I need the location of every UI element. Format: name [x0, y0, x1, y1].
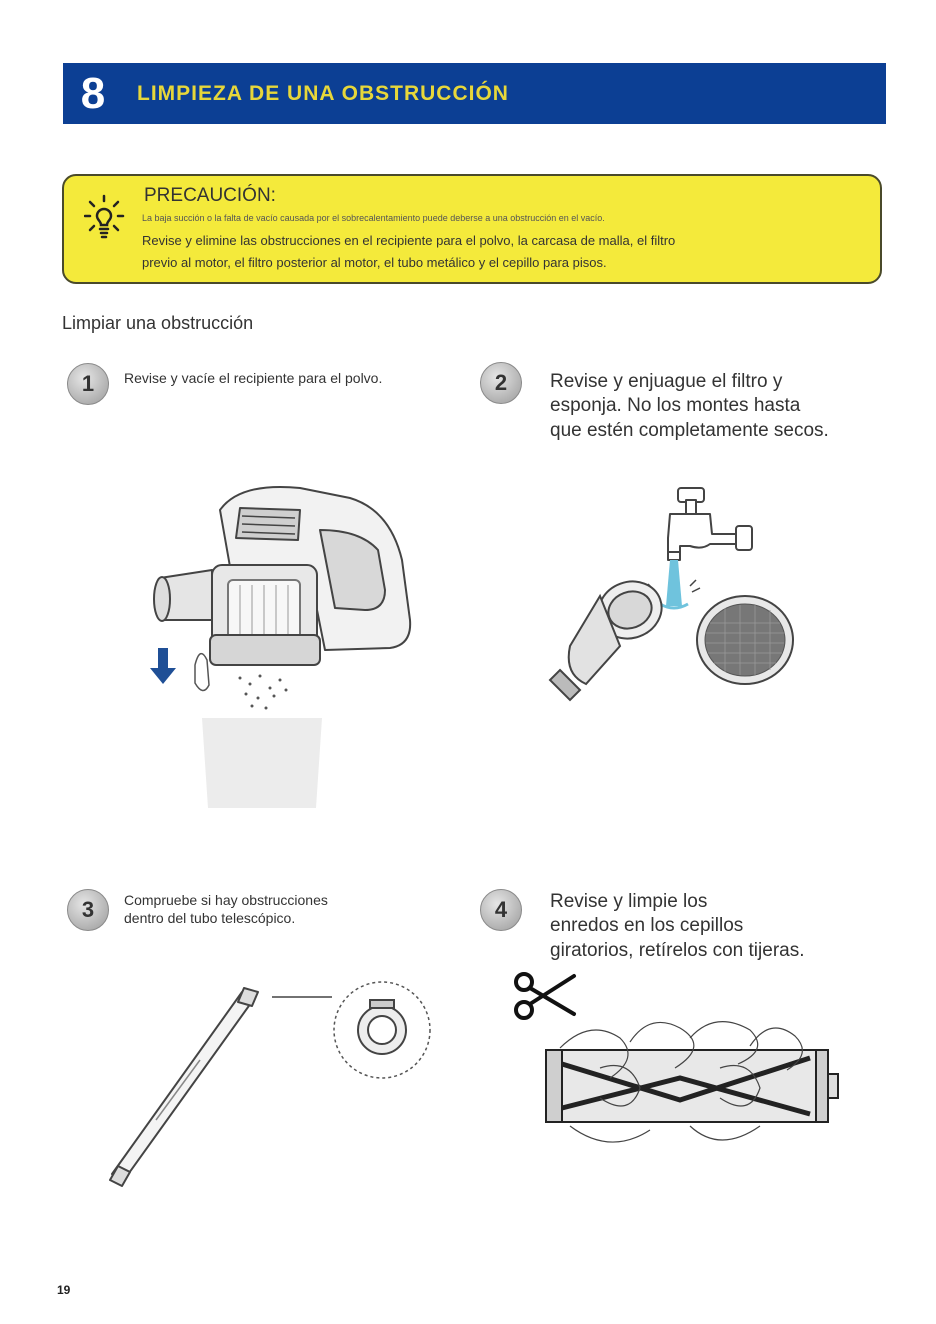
lightbulb-icon	[84, 194, 134, 249]
vacuum-dustbin-illustration	[140, 470, 430, 825]
step-line: dentro del tubo telescópico.	[124, 909, 296, 926]
step-line: que estén completamente secos.	[550, 419, 829, 441]
step-text	[550, 370, 829, 443]
step-badge: 2	[480, 362, 522, 404]
caution-text: Revise y elimine las obstrucciones en el recipiente para el polvo, la carcasa de malla, el filtro	[142, 233, 676, 248]
section-number: 8	[80, 68, 106, 118]
step-badge: 1	[67, 363, 109, 405]
caution-text: La baja succión o la falta de vacío causada por el sobrecalentamiento puede deberse a una obstrucción en el vacío.	[142, 213, 605, 223]
step-badge: 4	[480, 889, 522, 931]
telescopic-tube-illustration	[100, 970, 440, 1205]
step-text	[550, 890, 805, 963]
step-badge: 3	[67, 889, 109, 931]
section-header	[63, 63, 886, 124]
step-line: Revise y enjuague el filtro y	[550, 371, 783, 392]
caution-box	[62, 174, 882, 284]
step-text	[124, 892, 328, 928]
filter-rinse-illustration	[540, 478, 810, 723]
step-line: Compruebe si hay obstrucciones	[124, 892, 328, 908]
caution-title: PRECAUCIÓN:	[144, 185, 276, 206]
caution-text: previo al motor, el filtro posterior al motor, el tubo metálico y el cepillo para pisos.	[142, 255, 607, 270]
step-text	[124, 370, 382, 388]
step-line: giratorios, retírelos con tijeras.	[550, 939, 805, 961]
page-number: 19	[57, 1283, 71, 1297]
step-line: enredos en los cepillos	[550, 915, 744, 937]
subtitle: Limpiar una obstrucción	[62, 313, 254, 333]
step-line: esponja. No los montes hasta	[550, 395, 801, 417]
step-line: Revise y vacíe el recipiente para el polvo.	[124, 370, 383, 386]
section-title: LIMPIEZA DE UNA OBSTRUCCIÓN	[137, 81, 509, 105]
step-line: Revise y limpie los	[550, 891, 708, 912]
